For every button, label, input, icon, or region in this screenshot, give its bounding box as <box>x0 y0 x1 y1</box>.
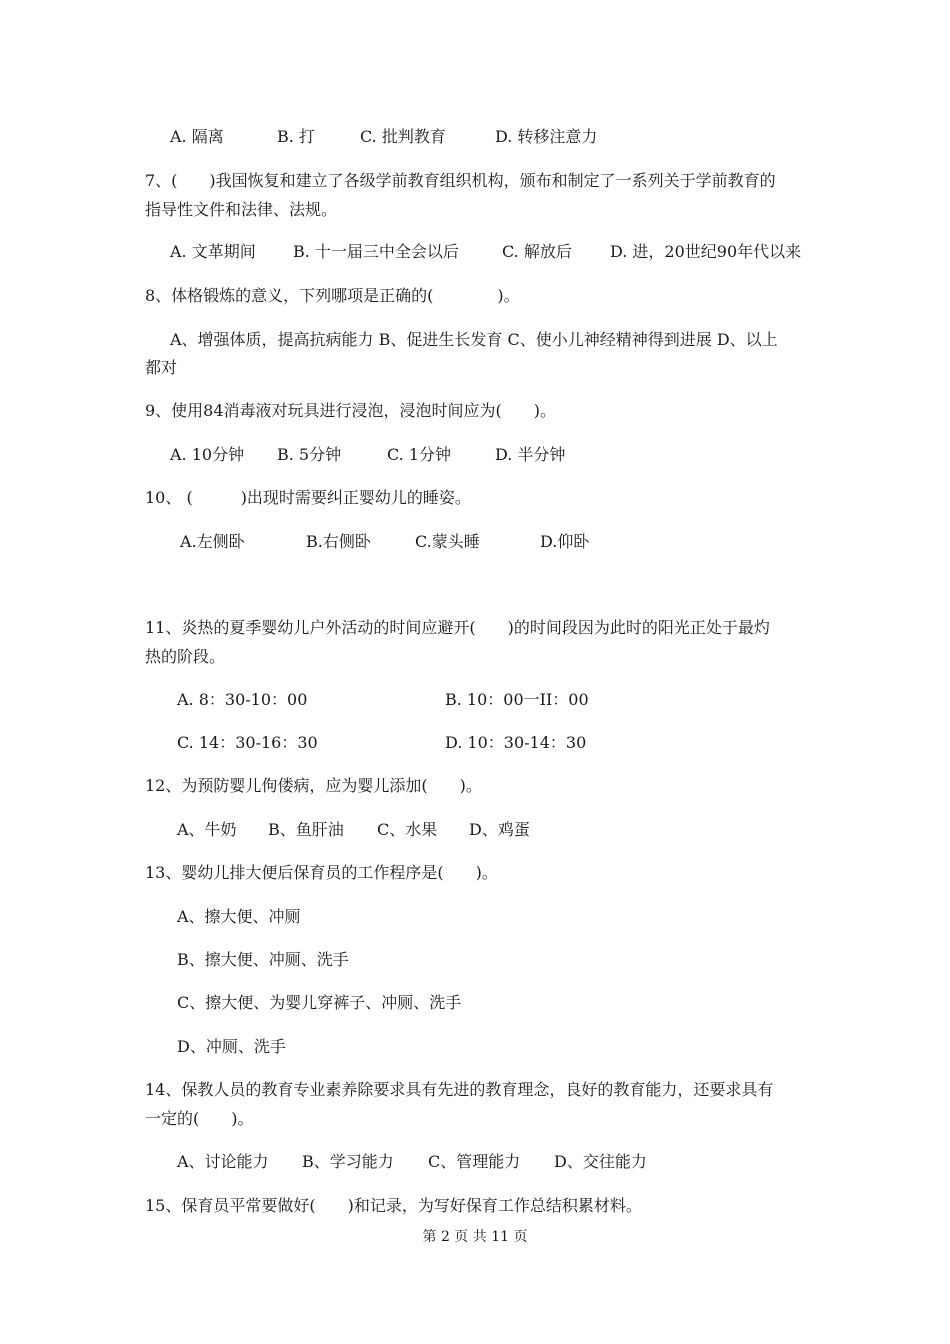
q12-option-d: D、鸡蛋 <box>469 820 530 839</box>
q10-stem: 10、 ( )出现时需要纠正婴幼儿的睡姿。 <box>145 488 471 507</box>
q13-option-b: B、擦大便、冲厕、洗手 <box>177 950 349 969</box>
q6-option-b: B. 打 <box>277 127 315 146</box>
q14-option-b: B、学习能力 <box>302 1152 394 1171</box>
q9-option-a: A. 10分钟 <box>170 445 245 464</box>
q6-option-c: C. 批判教育 <box>360 127 446 146</box>
q12-stem: 12、为预防婴儿佝偻病，应为婴儿添加( )。 <box>145 776 482 795</box>
q11-stem-line2: 热的阶段。 <box>145 647 226 666</box>
q13-stem: 13、婴幼儿排大便后保育员的工作程序是( )。 <box>145 863 498 882</box>
q6-option-a: A. 隔离 <box>170 127 224 146</box>
q14-stem-line2: 一定的( )。 <box>145 1109 254 1128</box>
q10-option-c: C.蒙头睡 <box>415 532 480 551</box>
q10-option-b: B.右侧卧 <box>306 532 371 551</box>
q9-stem: 9、使用84消毒液对玩具进行浸泡，浸泡时间应为( )。 <box>145 401 557 420</box>
q11-option-d: D. 10：30-14：30 <box>445 733 587 752</box>
q14-option-a: A、讨论能力 <box>177 1152 269 1171</box>
q11-option-a: A. 8：30-10：00 <box>177 690 308 709</box>
q6-option-d: D. 转移注意力 <box>495 127 598 146</box>
q13-option-c: C、擦大便、为婴儿穿裤子、冲厕、洗手 <box>177 993 462 1012</box>
q8-options-line1: A、增强体质，提高抗病能力 B、促进生长发育 C、使小儿神经精神得到进展 D、以上 <box>170 330 778 349</box>
q7-stem-line1: 7、( )我国恢复和建立了各级学前教育组织机构，颁布和制定了一系列关于学前教育的 <box>145 171 776 190</box>
q9-option-b: B. 5分钟 <box>277 445 342 464</box>
q11-option-c: C. 14：30-16：30 <box>177 733 318 752</box>
q7-option-c: C. 解放后 <box>502 242 572 261</box>
q9-option-d: D. 半分钟 <box>495 445 566 464</box>
page-footer: 第 2 页 共 11 页 <box>422 1229 528 1245</box>
q13-option-a: A、擦大便、冲厕 <box>177 907 301 926</box>
q9-option-c: C. 1分钟 <box>387 445 452 464</box>
q10-option-d: D.仰卧 <box>540 532 590 551</box>
q7-stem-line2: 指导性文件和法律、法规。 <box>145 200 338 219</box>
q13-option-d: D、冲厕、洗手 <box>177 1037 286 1056</box>
q7-option-d: D. 进，20世纪90年代以来 <box>610 242 802 261</box>
q10-option-a: A.左侧卧 <box>180 532 245 551</box>
q14-option-d: D、交往能力 <box>554 1152 647 1171</box>
q7-option-b: B. 十一届三中全会以后 <box>293 242 459 261</box>
q8-stem: 8、体格锻炼的意义，下列哪项是正确的( )。 <box>145 286 520 305</box>
q15-stem: 15、保育员平常要做好( )和记录，为写好保育工作总结积累材料。 <box>145 1196 642 1215</box>
q12-option-c: C、水果 <box>377 820 438 839</box>
q11-stem-line1: 11、炎热的夏季婴幼儿户外活动的时间应避开( )的时间段因为此时的阳光正处于最灼 <box>145 618 770 637</box>
q12-option-a: A、牛奶 <box>177 820 237 839</box>
q11-option-b: B. 10：00一II：00 <box>445 690 589 709</box>
q8-options-line2: 都对 <box>145 358 178 377</box>
q7-option-a: A. 文革期间 <box>170 242 256 261</box>
q14-stem-line1: 14、保教人员的教育专业素养除要求具有先进的教育理念，良好的教育能力，还要求具有 <box>145 1080 774 1099</box>
q14-option-c: C、管理能力 <box>428 1152 521 1171</box>
q12-option-b: B、鱼肝油 <box>268 820 344 839</box>
